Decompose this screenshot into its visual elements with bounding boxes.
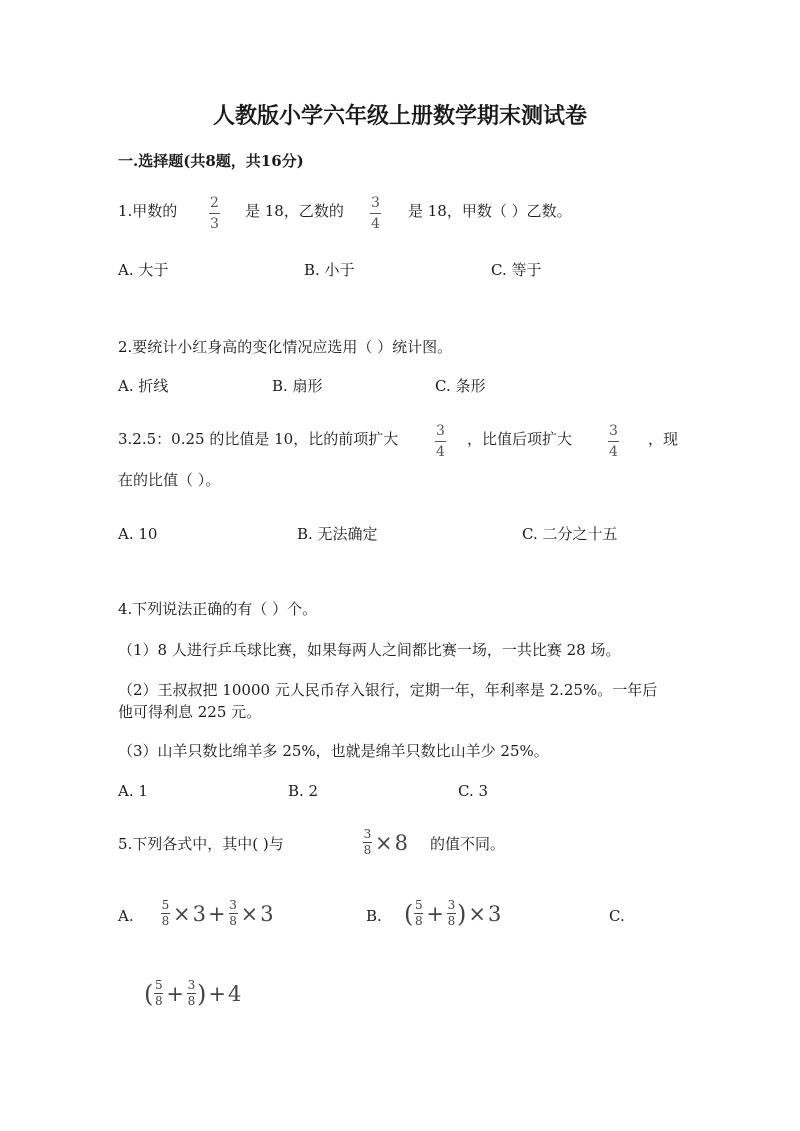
- q2-option-a[interactable]: A. 折线: [118, 377, 169, 395]
- plus-sign: +: [208, 981, 226, 1006]
- fraction: [447, 899, 456, 928]
- q1-fraction-2: [370, 195, 381, 232]
- q5-option-a-expression[interactable]: [160, 899, 274, 928]
- denominator: 8: [187, 994, 196, 1008]
- fraction: [187, 979, 196, 1008]
- q4-option-a[interactable]: A. 1: [118, 782, 148, 800]
- q2-option-c[interactable]: C. 条形: [435, 377, 486, 395]
- q1-fraction-2-denominator: 4: [371, 216, 380, 232]
- q4-statement-3: （3）山羊只数比绵羊多 25%，也就是绵羊只数比山羊少 25%。: [118, 742, 549, 760]
- q1-fraction-1: [209, 195, 220, 232]
- q3-option-a[interactable]: A. 10: [118, 525, 158, 543]
- q3-fraction-1-denominator: 4: [436, 444, 445, 460]
- q4-statement-2-line2: 他可得利息 225 元。: [118, 703, 262, 721]
- q5-expr-fraction: [363, 828, 372, 857]
- q3-fraction-1: [435, 423, 446, 460]
- numerator: 3: [447, 898, 456, 912]
- factor: 3: [192, 901, 206, 926]
- factor: 3: [487, 901, 502, 926]
- fraction: [229, 899, 238, 928]
- fraction-bar: [370, 213, 381, 214]
- q5-expr-numerator: 3: [363, 827, 372, 841]
- section-heading: 一.选择题(共8题，共16分): [118, 152, 304, 170]
- q1-fraction-2-numerator: 3: [371, 195, 380, 211]
- denominator: 8: [229, 914, 237, 928]
- q1-text-part3: 是 18，甲数（ ）乙数。: [408, 202, 572, 220]
- q1-fraction-1-denominator: 3: [210, 216, 219, 232]
- numerator: 5: [415, 898, 423, 912]
- q3-fraction-2: [608, 423, 619, 460]
- q5-expr-factor: 8: [394, 830, 408, 855]
- q3-fraction-2-numerator: 3: [609, 423, 618, 439]
- fraction-bar: [435, 441, 446, 442]
- q5-expression: [362, 828, 408, 857]
- numerator: 5: [161, 898, 170, 912]
- q4-option-b[interactable]: B. 2: [288, 782, 319, 800]
- right-paren: ): [196, 979, 207, 1008]
- q3-text-part2: ，比值后项扩大: [467, 430, 573, 448]
- numerator: 5: [155, 978, 163, 992]
- times-sign: ×: [468, 901, 486, 926]
- q4-text: 4.下列说法正确的有（ ）个。: [118, 600, 318, 618]
- q5-option-a-label[interactable]: A.: [118, 907, 134, 925]
- q1-option-b[interactable]: B. 小于: [304, 261, 355, 279]
- q3-text-part1: 3.2.5：0.25 的比值是 10，比的前项扩大: [118, 430, 399, 448]
- fraction-bar: [209, 213, 220, 214]
- times-sign: ×: [173, 901, 191, 926]
- q5-option-c-label[interactable]: C.: [609, 907, 625, 925]
- q5-option-c-expression[interactable]: [144, 979, 241, 1008]
- q1-option-c[interactable]: C. 等于: [491, 261, 542, 279]
- q3-text-line2: 在的比值（ ）。: [118, 471, 221, 489]
- q5-expr-denominator: 8: [363, 843, 372, 857]
- times-sign: ×: [240, 901, 259, 926]
- denominator: 8: [415, 914, 423, 928]
- q3-fraction-1-numerator: 3: [436, 423, 445, 439]
- denominator: 8: [161, 914, 170, 928]
- plus-sign: +: [166, 981, 184, 1006]
- plus-sign: +: [207, 901, 226, 926]
- q1-text-part2: 是 18，乙数的: [245, 202, 344, 220]
- fraction: [161, 899, 170, 928]
- q5-option-b-expression[interactable]: [404, 899, 501, 928]
- q2-text: 2.要统计小红身高的变化情况应选用（ ）统计图。: [118, 338, 453, 356]
- times-sign: ×: [375, 830, 393, 855]
- q2-option-b[interactable]: B. 扇形: [272, 377, 323, 395]
- left-paren: (: [144, 979, 154, 1008]
- q3-text-part3: ，现: [648, 430, 679, 448]
- q1-option-a[interactable]: A. 大于: [118, 261, 169, 279]
- right-paren: ): [456, 899, 467, 928]
- q5-text-part2: 的值不同。: [430, 835, 506, 853]
- left-paren: (: [404, 899, 414, 928]
- page-title: 人教版小学六年级上册数学期末测试卷: [212, 103, 587, 129]
- q1-fraction-1-numerator: 2: [210, 195, 219, 211]
- q4-statement-2-line1: （2）王叔叔把 10000 元人民币存入银行，定期一年，年利率是 2.25%。一年后: [118, 681, 658, 699]
- fraction: [414, 899, 423, 928]
- fraction: [154, 979, 163, 1008]
- q3-fraction-2-denominator: 4: [609, 444, 618, 460]
- factor: 3: [260, 901, 274, 926]
- q4-option-c[interactable]: C. 3: [458, 782, 489, 800]
- numerator: 3: [187, 978, 196, 992]
- numerator: 3: [229, 898, 237, 912]
- plus-sign: +: [426, 901, 444, 926]
- denominator: 8: [155, 994, 163, 1008]
- q4-statement-1: （1）8 人进行乒乓球比赛，如果每两人之间都比赛一场，一共比赛 28 场。: [118, 641, 621, 659]
- fraction-bar: [608, 441, 619, 442]
- q1-text-part1: 1.甲数的: [118, 202, 178, 220]
- q3-option-c[interactable]: C. 二分之十五: [522, 525, 618, 543]
- q3-option-b[interactable]: B. 无法确定: [297, 525, 378, 543]
- denominator: 8: [447, 914, 456, 928]
- q5-option-b-label[interactable]: B.: [366, 907, 382, 925]
- addend: 4: [227, 981, 242, 1006]
- q5-text-part1: 5.下列各式中，其中( )与: [118, 835, 284, 853]
